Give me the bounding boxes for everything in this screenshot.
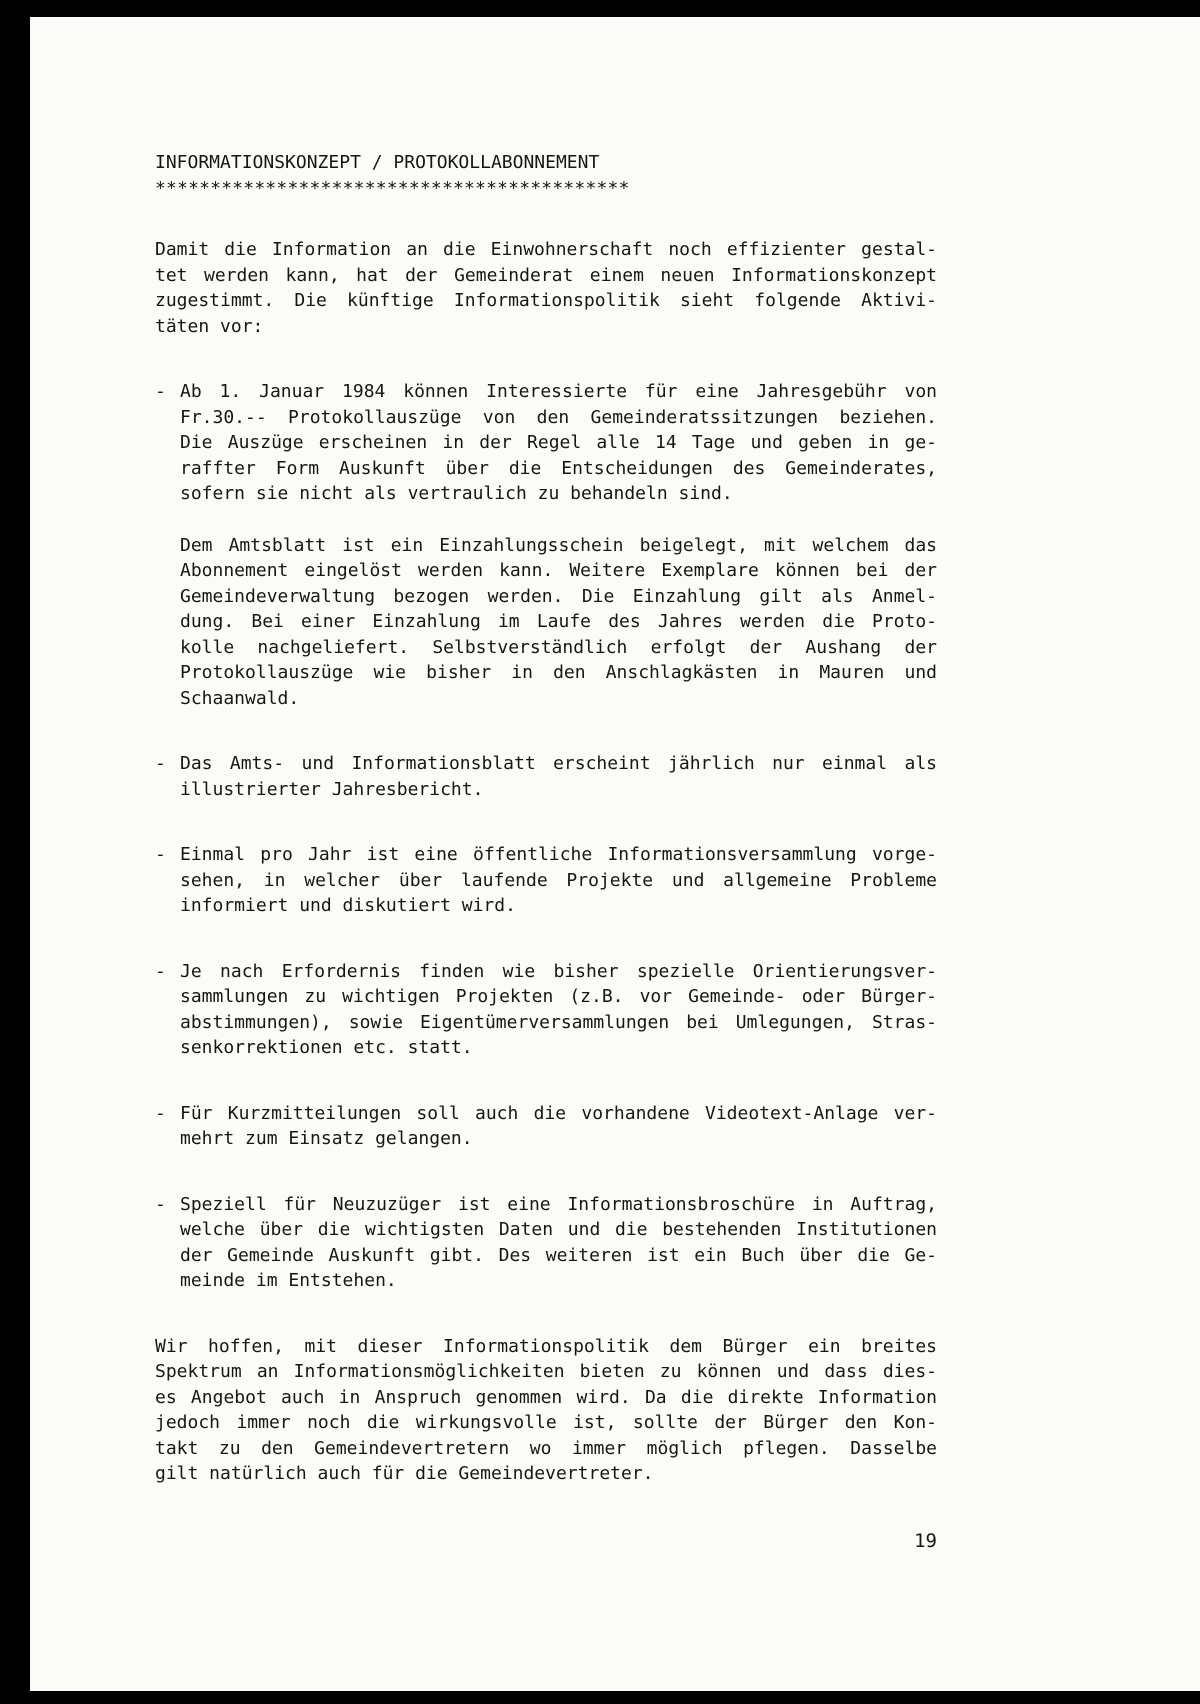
text-line: welche über die wichtigsten Daten und die bestehenden Institutionen xyxy=(180,1219,937,1240)
bullet-dash: - xyxy=(155,753,166,774)
text-line: täten vor: xyxy=(155,315,264,337)
text-line: informiert und diskutiert wird. xyxy=(180,895,516,916)
list-item xyxy=(155,379,937,711)
bullet-dash: - xyxy=(155,1102,166,1124)
text-line: Damit die Information an die Einwohnerschaft noch effizienter gestal- xyxy=(155,239,937,260)
bullet-dash: - xyxy=(155,844,166,865)
list-item xyxy=(155,959,937,1061)
text-line: dung. Bei einer Einzahlung im Laufe des Jahres werden die Proto- xyxy=(180,611,937,632)
title-underline: ******************************************* xyxy=(155,177,630,199)
text-line: gilt natürlich auch für die Gemeindevertreter. xyxy=(155,1463,654,1484)
paragraph xyxy=(155,1334,937,1487)
text-line: kolle nachgeliefert. Selbstverständlich erfolgt der Aushang der xyxy=(180,636,937,658)
text-line: jedoch immer noch die wirkungsvolle ist, sollte der Bürger den Kon- xyxy=(155,1412,937,1433)
paragraph xyxy=(180,842,937,919)
text-line: sehen, in welcher über laufende Projekte und allgemeine Probleme xyxy=(180,869,937,891)
text-line: Je nach Erfordernis finden wie bisher spezielle Orientierungsver- xyxy=(180,960,937,982)
page-number: 19 xyxy=(914,1530,937,1552)
text-line: sofern sie nicht als vertraulich zu behandeln sind. xyxy=(180,483,733,504)
text-line: es Angebot auch in Anspruch genommen wird. Da die direkte Information xyxy=(155,1386,937,1408)
document-title: INFORMATIONSKONZEPT / PROTOKOLLABONNEMENT xyxy=(155,152,600,173)
text-line: der Gemeinde Auskunft gibt. Des weiteren ist ein Buch über die Ge- xyxy=(180,1244,937,1266)
text-line: Protokollauszüge wie bisher in den Anschlagkästen in Mauren und xyxy=(180,662,937,683)
text-line: tet werden kann, hat der Gemeinderat einem neuen Informationskonzept xyxy=(155,264,937,286)
bullet-dash: - xyxy=(155,960,166,982)
text-line: Das Amts- und Informationsblatt erscheint jährlich nur einmal als xyxy=(180,753,937,774)
page xyxy=(30,17,1200,1691)
document-body xyxy=(155,237,937,1487)
paragraph xyxy=(155,237,937,339)
paragraph xyxy=(180,1101,937,1152)
text-line: Wir hoffen, mit dieser Informationspolitik dem Bürger ein breites xyxy=(155,1335,937,1357)
paragraph xyxy=(180,1192,937,1294)
bullet-content xyxy=(180,751,937,802)
text-line: Schaanwald. xyxy=(180,687,300,709)
bullet-content xyxy=(180,379,937,711)
text-line: Für Kurzmitteilungen soll auch die vorhandene Videotext-Anlage ver- xyxy=(180,1102,937,1124)
text-line: raffter Form Auskunft über die Entscheidungen des Gemeinderates, xyxy=(180,457,937,479)
text-line: meinde im Entstehen. xyxy=(180,1270,397,1291)
text-line: abstimmungen), sowie Eigentümerversammlungen bei Umlegungen, Stras- xyxy=(180,1011,937,1033)
list-item xyxy=(155,842,937,919)
text-line: Gemeindeverwaltung bezogen werden. Die Einzahlung gilt als Anmel- xyxy=(180,585,937,607)
paragraph xyxy=(180,379,937,507)
bullet-content xyxy=(180,959,937,1061)
text-line: Ab 1. Januar 1984 können Interessierte für eine Jahresgebühr von xyxy=(180,381,937,402)
text-line: zugestimmt. Die künftige Informationspolitik sieht folgende Aktivi- xyxy=(155,290,937,311)
paragraph xyxy=(180,533,937,712)
text-line: takt zu den Gemeindevertretern wo immer möglich pflegen. Dasselbe xyxy=(155,1437,937,1459)
text-line: illustrierter Jahresbericht. xyxy=(180,778,484,800)
text-line: Spektrum an Informationsmöglichkeiten bieten zu können und dass dies- xyxy=(155,1361,937,1382)
bullet-dash: - xyxy=(155,381,166,402)
text-line: mehrt zum Einsatz gelangen. xyxy=(180,1128,473,1149)
text-line: Abonnement eingelöst werden kann. Weitere Exemplare können bei der xyxy=(180,560,937,581)
list-item xyxy=(155,751,937,802)
text-line: senkorrektionen etc. statt. xyxy=(180,1037,473,1058)
paragraph xyxy=(180,751,937,802)
bullet-content xyxy=(180,1192,937,1294)
text-line: Fr.30.-- Protokollauszüge von den Gemeinderatssitzungen beziehen. xyxy=(180,406,937,428)
text-line: Einmal pro Jahr ist eine öffentliche Informationsversammlung vorge- xyxy=(180,844,937,865)
bullet-content xyxy=(180,1101,937,1152)
list-item xyxy=(155,1101,937,1152)
text-line: Dem Amtsblatt ist ein Einzahlungsschein beigelegt, mit welchem das xyxy=(180,534,937,556)
list-item xyxy=(155,1192,937,1294)
bullet-list xyxy=(155,379,937,1294)
bullet-content xyxy=(180,842,937,919)
paragraph xyxy=(180,959,937,1061)
text-line: Speziell für Neuzuzüger ist eine Informationsbroschüre in Auftrag, xyxy=(180,1193,937,1215)
bullet-dash: - xyxy=(155,1193,166,1215)
page-content xyxy=(155,150,937,1487)
text-line: sammlungen zu wichtigen Projekten (z.B. vor Gemeinde- oder Bürger- xyxy=(180,986,937,1007)
text-line: Die Auszüge erscheinen in der Regel alle 14 Tage und geben in ge- xyxy=(180,432,937,453)
